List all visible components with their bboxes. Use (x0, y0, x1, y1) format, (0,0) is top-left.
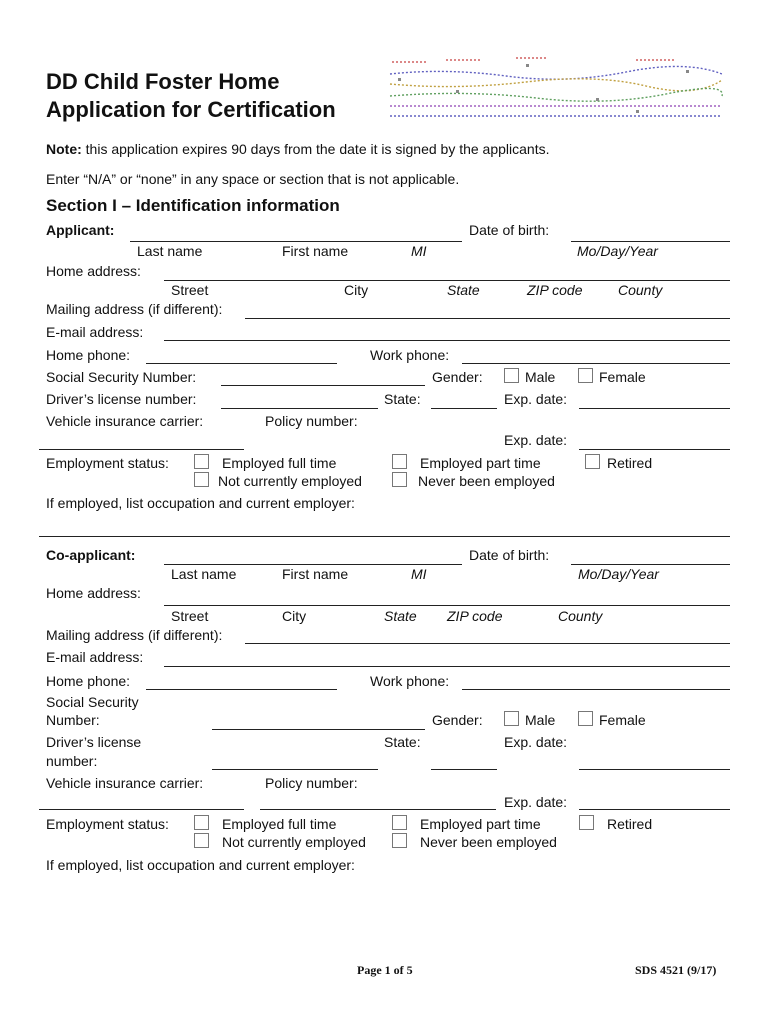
coapplicant-never-employed-checkbox[interactable] (392, 833, 407, 848)
section-1-title: Section I – Identification information (46, 196, 340, 215)
state-agency-logo-icon (386, 50, 726, 122)
form-id: SDS 4521 (9/17) (635, 963, 717, 977)
applicant-dl-state-label: State: (384, 391, 421, 407)
coapplicant-street-caption: Street (171, 608, 209, 624)
coapplicant-dl-exp-label: Exp. date: (504, 734, 568, 750)
applicant-dl-exp-label: Exp. date: (504, 391, 568, 407)
coapplicant-gender-label: Gender: (432, 712, 483, 728)
applicant-male-label: Male (525, 369, 556, 385)
coapplicant-date-format-caption: Mo/Day/Year (578, 566, 659, 582)
coapplicant-ssn-label-line1: Social Security (46, 694, 139, 710)
page-title-line1: DD Child Foster Home (46, 69, 280, 94)
coapplicant-label: Co-applicant: (46, 547, 136, 563)
coapplicant-first-name-caption: First name (282, 566, 349, 582)
applicant-retired-label: Retired (607, 455, 653, 471)
applicant-ssn-field[interactable] (221, 385, 425, 386)
applicant-state-caption: State (447, 282, 480, 298)
coapplicant-dob-label: Date of birth: (469, 547, 550, 563)
applicant-home-address-label: Home address: (46, 263, 141, 279)
applicant-not-employed-label: Not currently employed (218, 473, 362, 489)
applicant-work-phone-label: Work phone: (370, 347, 450, 363)
applicant-home-phone-label: Home phone: (46, 347, 131, 363)
applicant-date-format-caption: Mo/Day/Year (577, 243, 658, 259)
coapplicant-dl-state-label: State: (384, 734, 421, 750)
coapplicant-male-checkbox[interactable] (504, 711, 519, 726)
applicant-email-field[interactable] (164, 340, 730, 341)
coapplicant-part-time-checkbox[interactable] (392, 815, 407, 830)
note-text: this application expires 90 days from the date it is signed by the applicants. (81, 141, 550, 157)
coapplicant-ins-exp-field[interactable] (579, 809, 730, 810)
applicant-home-address-field[interactable] (164, 280, 730, 281)
coapplicant-dob-field[interactable] (571, 564, 730, 565)
applicant-full-time-checkbox[interactable] (194, 454, 209, 469)
note-label: Note: (46, 141, 82, 157)
coapplicant-vehicle-field[interactable] (39, 809, 244, 810)
coapplicant-home-address-field[interactable] (164, 605, 730, 606)
coapplicant-email-label: E-mail address: (46, 649, 144, 665)
applicant-retired-checkbox[interactable] (585, 454, 600, 469)
coapplicant-state-caption: State (384, 608, 417, 624)
coapplicant-policy-field[interactable] (260, 809, 496, 810)
applicant-full-time-label: Employed full time (222, 455, 337, 471)
applicant-work-phone-field[interactable] (462, 363, 730, 364)
applicant-male-checkbox[interactable] (504, 368, 519, 383)
coapplicant-county-caption: County (558, 608, 603, 624)
applicant-email-label: E-mail address: (46, 324, 144, 340)
coapplicant-home-address-label: Home address: (46, 585, 141, 601)
applicant-policy-label: Policy number: (265, 413, 358, 429)
coapplicant-name-field[interactable] (164, 564, 462, 565)
applicant-mailing-label: Mailing address (if different): (46, 301, 223, 317)
applicant-dob-label: Date of birth: (469, 222, 550, 238)
applicant-never-employed-label: Never been employed (418, 473, 555, 489)
coapplicant-work-phone-field[interactable] (462, 689, 730, 690)
coapplicant-dl-label-line1: Driver’s license (46, 734, 142, 750)
coapplicant-full-time-label: Employed full time (222, 816, 337, 832)
coapplicant-home-phone-label: Home phone: (46, 673, 131, 689)
applicant-mailing-field[interactable] (245, 318, 730, 319)
applicant-county-caption: County (618, 282, 663, 298)
coapplicant-occupation-label: If employed, list occupation and current employer: (46, 857, 355, 873)
coapplicant-mailing-label: Mailing address (if different): (46, 627, 223, 643)
coapplicant-full-time-checkbox[interactable] (194, 815, 209, 830)
applicant-ins-exp-label: Exp. date: (504, 432, 568, 448)
applicant-mi-caption: MI (411, 243, 427, 259)
coapplicant-female-label: Female (599, 712, 646, 728)
coapplicant-part-time-label: Employed part time (420, 816, 541, 832)
coapplicant-ins-exp-label: Exp. date: (504, 794, 568, 810)
applicant-dl-field[interactable] (221, 408, 378, 409)
applicant-employment-label: Employment status: (46, 455, 169, 471)
applicant-female-checkbox[interactable] (578, 368, 593, 383)
applicant-occupation-field[interactable] (39, 536, 730, 537)
applicant-female-label: Female (599, 369, 646, 385)
coapplicant-retired-label: Retired (607, 816, 653, 832)
applicant-first-name-caption: First name (282, 243, 349, 259)
coapplicant-work-phone-label: Work phone: (370, 673, 450, 689)
coapplicant-vehicle-label: Vehicle insurance carrier: (46, 775, 204, 791)
coapplicant-dl-exp-field[interactable] (579, 769, 730, 770)
applicant-zip-caption: ZIP code (527, 282, 583, 298)
coapplicant-zip-caption: ZIP code (447, 608, 503, 624)
coapplicant-ssn-label-line2: Number: (46, 712, 100, 728)
coapplicant-female-checkbox[interactable] (578, 711, 593, 726)
coapplicant-dl-field[interactable] (212, 769, 378, 770)
coapplicant-retired-checkbox[interactable] (579, 815, 594, 830)
note-line (46, 141, 550, 157)
coapplicant-never-employed-label: Never been employed (420, 834, 557, 850)
applicant-home-phone-field[interactable] (146, 363, 337, 364)
coapplicant-ssn-field[interactable] (212, 729, 425, 730)
applicant-dl-state-field[interactable] (431, 408, 497, 409)
page-title-line2: Application for Certification (46, 97, 336, 122)
applicant-dob-field[interactable] (571, 241, 730, 242)
applicant-occupation-label: If employed, list occupation and current employer: (46, 495, 355, 511)
applicant-name-field[interactable] (130, 241, 462, 242)
coapplicant-dl-state-field[interactable] (431, 769, 497, 770)
coapplicant-employment-label: Employment status: (46, 816, 169, 832)
coapplicant-city-caption: City (282, 608, 307, 624)
na-instructions: Enter “N/A” or “none” in any space or section that is not applicable. (46, 171, 460, 187)
applicant-dl-exp-field[interactable] (579, 408, 730, 409)
coapplicant-mailing-field[interactable] (245, 643, 730, 644)
applicant-label: Applicant: (46, 222, 115, 238)
coapplicant-last-name-caption: Last name (171, 566, 237, 582)
applicant-dl-label: Driver’s license number: (46, 391, 197, 407)
applicant-not-employed-checkbox[interactable] (194, 472, 209, 487)
coapplicant-not-employed-checkbox[interactable] (194, 833, 209, 848)
coapplicant-home-phone-field[interactable] (146, 689, 337, 690)
applicant-never-employed-checkbox[interactable] (392, 472, 407, 487)
applicant-city-caption: City (344, 282, 369, 298)
coapplicant-not-employed-label: Not currently employed (222, 834, 366, 850)
page-number: Page 1 of 5 (357, 963, 413, 977)
applicant-ssn-label: Social Security Number: (46, 369, 197, 385)
coapplicant-mi-caption: MI (411, 566, 427, 582)
coapplicant-policy-label: Policy number: (265, 775, 358, 791)
applicant-last-name-caption: Last name (137, 243, 203, 259)
applicant-vehicle-label: Vehicle insurance carrier: (46, 413, 204, 429)
applicant-gender-label: Gender: (432, 369, 483, 385)
coapplicant-email-field[interactable] (164, 666, 730, 667)
applicant-ins-exp-field[interactable] (579, 449, 730, 450)
coapplicant-male-label: Male (525, 712, 556, 728)
applicant-street-caption: Street (171, 282, 209, 298)
applicant-vehicle-field[interactable] (39, 449, 244, 450)
applicant-part-time-checkbox[interactable] (392, 454, 407, 469)
applicant-part-time-label: Employed part time (420, 455, 541, 471)
coapplicant-dl-label-line2: number: (46, 753, 98, 769)
